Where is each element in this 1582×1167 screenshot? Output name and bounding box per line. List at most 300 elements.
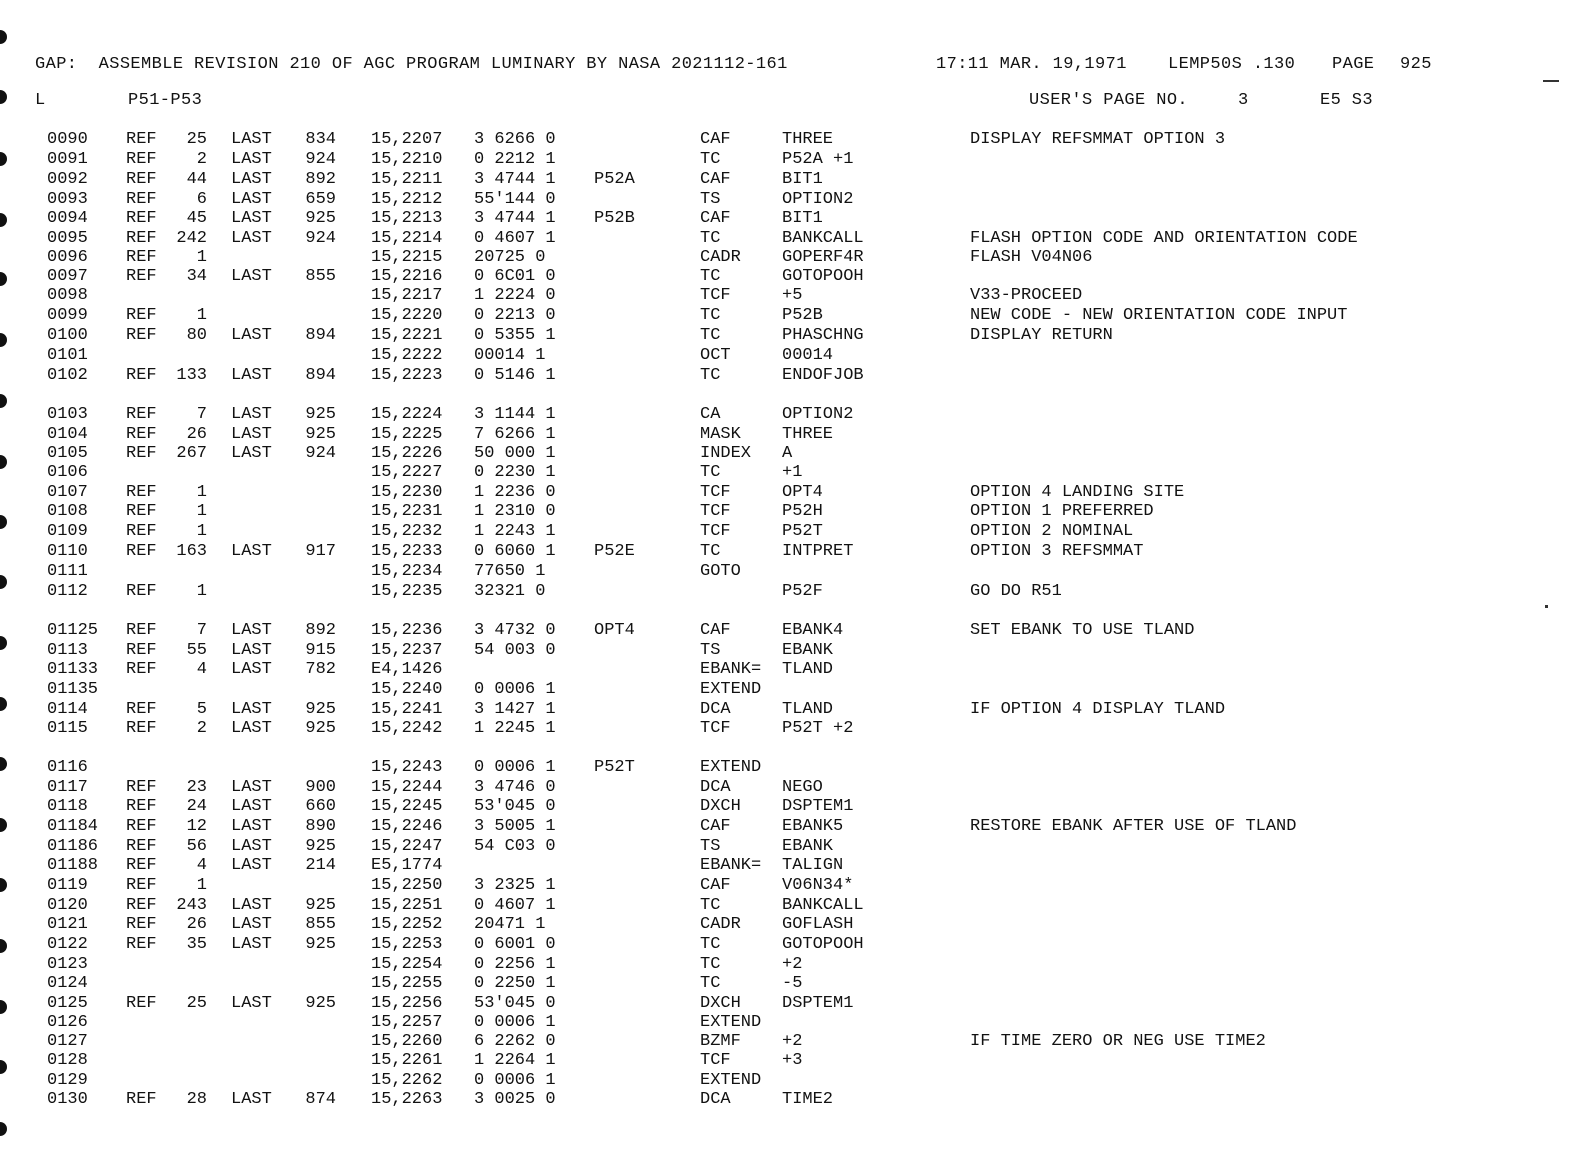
feed-hole	[0, 1122, 7, 1136]
listing-id: LEMP50S .130	[1168, 55, 1296, 74]
ref-count: 6	[196, 190, 207, 209]
opcode: CAF	[700, 817, 731, 836]
comment: RESTORE EBANK AFTER USE OF TLAND	[970, 817, 1297, 836]
operand: TIME2	[782, 1090, 834, 1109]
sequence-number: 0130	[47, 1090, 88, 1109]
address: E5,1774	[371, 856, 443, 875]
ref-count: 45	[186, 209, 207, 228]
last-page: 925	[305, 994, 336, 1013]
page-label: PAGE	[1332, 55, 1375, 74]
listing-row	[0, 267, 1582, 287]
address: 15,2230	[371, 483, 443, 502]
last-keyword: LAST	[231, 267, 272, 286]
listing-row	[0, 778, 1582, 798]
last-page: 925	[305, 935, 336, 954]
listing-row	[0, 680, 1582, 700]
opcode: TC	[700, 974, 721, 993]
object-code: 1 2310 0	[474, 502, 556, 521]
sequence-number: 01186	[47, 837, 99, 856]
listing-row	[0, 248, 1582, 268]
operand: P52T +2	[782, 719, 854, 738]
listing-row	[0, 896, 1582, 916]
listing-row	[0, 856, 1582, 876]
last-keyword: LAST	[231, 660, 272, 679]
object-code: 3 6266 0	[474, 130, 556, 149]
ref-count: 133	[176, 366, 207, 385]
operand: GOFLASH	[782, 915, 854, 934]
sequence-number: 0096	[47, 248, 88, 267]
subheader-line	[0, 91, 1374, 111]
sequence-number: 0091	[47, 150, 88, 169]
address: 15,2231	[371, 502, 443, 521]
operand: GOTOPOOH	[782, 935, 864, 954]
ref-keyword: REF	[126, 915, 157, 934]
ref-keyword: REF	[126, 248, 157, 267]
last-keyword: LAST	[231, 326, 272, 345]
opcode: OCT	[700, 346, 731, 365]
last-keyword: LAST	[231, 621, 272, 640]
opcode: CAF	[700, 130, 731, 149]
sequence-number: 0110	[47, 542, 88, 561]
object-code: 7 6266 1	[474, 425, 556, 444]
listing-row	[0, 1051, 1582, 1071]
opcode: DCA	[700, 778, 731, 797]
sequence-number: 0116	[47, 758, 88, 777]
last-page: 925	[305, 837, 336, 856]
last-page: 855	[305, 267, 336, 286]
ref-count: 26	[186, 915, 207, 934]
listing-row	[0, 1090, 1582, 1110]
operand: -5	[782, 974, 803, 993]
address: 15,2217	[371, 286, 443, 305]
sequence-number: 0090	[47, 130, 88, 149]
last-page: 894	[305, 366, 336, 385]
listing-row	[0, 817, 1582, 837]
ref-keyword: REF	[126, 130, 157, 149]
object-code: 55'144 0	[474, 190, 556, 209]
object-code: 53'045 0	[474, 797, 556, 816]
ref-count: 7	[196, 621, 207, 640]
last-page: 917	[305, 542, 336, 561]
opcode: TCF	[700, 483, 731, 502]
assembly-title: GAP: ASSEMBLE REVISION 210 OF AGC PROGRAM LUMINARY BY NASA 2021112-161	[35, 55, 788, 74]
opcode: TC	[700, 326, 721, 345]
object-code: 3 4744 1	[474, 170, 556, 189]
opcode: TC	[700, 955, 721, 974]
last-keyword: LAST	[231, 542, 272, 561]
sequence-number: 0112	[47, 582, 88, 601]
ref-keyword: REF	[126, 267, 157, 286]
ref-keyword: REF	[126, 935, 157, 954]
printer-mark	[1543, 80, 1559, 82]
opcode: TC	[700, 229, 721, 248]
address: 15,2221	[371, 326, 443, 345]
listing-row	[0, 1013, 1582, 1033]
ref-count: 1	[196, 522, 207, 541]
comment: DISPLAY RETURN	[970, 326, 1113, 345]
last-page: 855	[305, 915, 336, 934]
operand: +5	[782, 286, 803, 305]
object-code: 0 2230 1	[474, 463, 556, 482]
last-keyword: LAST	[231, 994, 272, 1013]
address: 15,2215	[371, 248, 443, 267]
address: 15,2260	[371, 1032, 443, 1051]
listing-row	[0, 641, 1582, 661]
address: 15,2262	[371, 1071, 443, 1090]
ref-count: 1	[196, 582, 207, 601]
opcode: CAF	[700, 621, 731, 640]
last-keyword: LAST	[231, 856, 272, 875]
listing-row	[0, 209, 1582, 229]
symbol-label: P52E	[594, 542, 635, 561]
operand: P52H	[782, 502, 823, 521]
object-code: 0 0006 1	[474, 680, 556, 699]
operand: P52B	[782, 306, 823, 325]
opcode: EXTEND	[700, 1071, 762, 1090]
listing-row	[0, 502, 1582, 522]
opcode: TC	[700, 306, 721, 325]
listing-row	[0, 463, 1582, 483]
last-keyword: LAST	[231, 817, 272, 836]
symbol-label: P52B	[594, 209, 635, 228]
opcode: TC	[700, 150, 721, 169]
operand: P52F	[782, 582, 823, 601]
ref-count: 2	[196, 719, 207, 738]
listing-row	[0, 1032, 1582, 1052]
operand: BANKCALL	[782, 229, 864, 248]
comment: NEW CODE - NEW ORIENTATION CODE INPUT	[970, 306, 1348, 325]
last-keyword: LAST	[231, 130, 272, 149]
sequence-number: 0118	[47, 797, 88, 816]
last-keyword: LAST	[231, 700, 272, 719]
ref-keyword: REF	[126, 719, 157, 738]
sequence-number: 01184	[47, 817, 99, 836]
address: 15,2245	[371, 797, 443, 816]
sequence-number: 0119	[47, 876, 88, 895]
operand: TALIGN	[782, 856, 844, 875]
ref-keyword: REF	[126, 170, 157, 189]
operand: GOPERF4R	[782, 248, 864, 267]
last-keyword: LAST	[231, 915, 272, 934]
last-keyword: LAST	[231, 170, 272, 189]
ref-keyword: REF	[126, 483, 157, 502]
opcode: EXTEND	[700, 680, 762, 699]
sequence-number: 0107	[47, 483, 88, 502]
object-code: 3 4732 0	[474, 621, 556, 640]
ref-count: 242	[176, 229, 207, 248]
sequence-number: 01188	[47, 856, 99, 875]
listing-row	[0, 915, 1582, 935]
object-code: 0 2212 1	[474, 150, 556, 169]
last-keyword: LAST	[231, 778, 272, 797]
sequence-number: 0129	[47, 1071, 88, 1090]
address: 15,2247	[371, 837, 443, 856]
address: 15,2252	[371, 915, 443, 934]
operand: P52T	[782, 522, 823, 541]
last-keyword: LAST	[231, 797, 272, 816]
sequence-number: 0098	[47, 286, 88, 305]
listing-row	[0, 562, 1582, 582]
comment: OPTION 4 LANDING SITE	[970, 483, 1185, 502]
ref-keyword: REF	[126, 306, 157, 325]
ref-count: 1	[196, 248, 207, 267]
comment: GO DO R51	[970, 582, 1062, 601]
last-keyword: LAST	[231, 190, 272, 209]
opcode: TC	[700, 896, 721, 915]
address: 15,2237	[371, 641, 443, 660]
address: 15,2251	[371, 896, 443, 915]
ref-count: 28	[186, 1090, 207, 1109]
sequence-number: 0113	[47, 641, 88, 660]
opcode: TC	[700, 267, 721, 286]
listing-row	[0, 286, 1582, 306]
listing-row	[0, 306, 1582, 326]
sequence-number: 0121	[47, 915, 88, 934]
last-page: 874	[305, 1090, 336, 1109]
object-code: 32321 0	[474, 582, 546, 601]
ref-count: 1	[196, 306, 207, 325]
opcode: MASK	[700, 425, 741, 444]
operand: OPTION2	[782, 405, 854, 424]
object-code: 0 2213 0	[474, 306, 556, 325]
ref-count: 163	[176, 542, 207, 561]
object-code: 0 4607 1	[474, 229, 556, 248]
sequence-number: 0124	[47, 974, 88, 993]
opcode: DXCH	[700, 994, 741, 1013]
ref-keyword: REF	[126, 817, 157, 836]
last-page: 890	[305, 817, 336, 836]
operand: THREE	[782, 130, 834, 149]
sequence-number: 0117	[47, 778, 88, 797]
ref-keyword: REF	[126, 522, 157, 541]
listing-row	[0, 483, 1582, 503]
sequence-number: 0123	[47, 955, 88, 974]
operand: GOTOPOOH	[782, 267, 864, 286]
ref-keyword: REF	[126, 502, 157, 521]
listing-row	[0, 876, 1582, 896]
last-page: 782	[305, 660, 336, 679]
address: 15,2233	[371, 542, 443, 561]
operand: +1	[782, 463, 803, 482]
sequence-number: 0099	[47, 306, 88, 325]
address: 15,2214	[371, 229, 443, 248]
object-code: 20471 1	[474, 915, 546, 934]
object-code: 3 1144 1	[474, 405, 556, 424]
last-page: 915	[305, 641, 336, 660]
sequence-number: 01133	[47, 660, 99, 679]
listing-row	[0, 346, 1582, 366]
ref-count: 7	[196, 405, 207, 424]
listing-row	[0, 130, 1582, 150]
opcode: CA	[700, 405, 721, 424]
listing-row	[0, 758, 1582, 778]
opcode: TS	[700, 190, 721, 209]
operand: EBANK	[782, 837, 834, 856]
opcode: TCF	[700, 719, 731, 738]
listing-row	[0, 994, 1582, 1014]
opcode: TC	[700, 366, 721, 385]
last-page: 900	[305, 778, 336, 797]
address: 15,2255	[371, 974, 443, 993]
ref-keyword: REF	[126, 994, 157, 1013]
sequence-number: 0111	[47, 562, 88, 581]
bank-label: E5 S3	[1320, 91, 1374, 110]
object-code: 0 0006 1	[474, 758, 556, 777]
object-code: 0 5355 1	[474, 326, 556, 345]
last-keyword: LAST	[231, 641, 272, 660]
ref-count: 1	[196, 502, 207, 521]
last-keyword: LAST	[231, 719, 272, 738]
sequence-number: 0104	[47, 425, 88, 444]
last-keyword: LAST	[231, 896, 272, 915]
address: 15,2244	[371, 778, 443, 797]
object-code: 3 0025 0	[474, 1090, 556, 1109]
ref-keyword: REF	[126, 1090, 157, 1109]
comment: OPTION 3 REFSMMAT	[970, 542, 1144, 561]
ref-keyword: REF	[126, 366, 157, 385]
address: 15,2222	[371, 346, 443, 365]
comment: FLASH V04N06	[970, 248, 1093, 267]
opcode: INDEX	[700, 444, 752, 463]
sequence-number: 0109	[47, 522, 88, 541]
ref-keyword: REF	[126, 876, 157, 895]
listing-row	[0, 405, 1582, 425]
object-code: 1 2236 0	[474, 483, 556, 502]
printer-mark	[1545, 605, 1548, 608]
sequence-number: 0103	[47, 405, 88, 424]
last-keyword: LAST	[231, 366, 272, 385]
symbol-label: P52T	[594, 758, 635, 777]
ref-count: 34	[186, 267, 207, 286]
last-keyword: LAST	[231, 229, 272, 248]
listing-row	[0, 170, 1582, 190]
opcode: TC	[700, 542, 721, 561]
address: 15,2207	[371, 130, 443, 149]
address: 15,2257	[371, 1013, 443, 1032]
address: 15,2243	[371, 758, 443, 777]
operand: TLAND	[782, 660, 834, 679]
object-code: 0 0006 1	[474, 1071, 556, 1090]
listing-row	[0, 229, 1582, 249]
object-code: 54 C03 0	[474, 837, 556, 856]
address: 15,2234	[371, 562, 443, 581]
opcode: EXTEND	[700, 1013, 762, 1032]
object-code: 3 1427 1	[474, 700, 556, 719]
object-code: 3 2325 1	[474, 876, 556, 895]
operand: BIT1	[782, 170, 823, 189]
ref-count: 44	[186, 170, 207, 189]
last-page: 925	[305, 719, 336, 738]
ref-keyword: REF	[126, 209, 157, 228]
address: 15,2225	[371, 425, 443, 444]
ref-count: 4	[196, 856, 207, 875]
listing-row	[0, 660, 1582, 680]
comment: IF OPTION 4 DISPLAY TLAND	[970, 700, 1226, 719]
listing-row	[0, 621, 1582, 641]
listing-row	[0, 700, 1582, 720]
opcode: TCF	[700, 522, 731, 541]
ref-count: 80	[186, 326, 207, 345]
object-code: 20725 0	[474, 248, 546, 267]
last-page: 894	[305, 326, 336, 345]
ref-count: 55	[186, 641, 207, 660]
address: 15,2242	[371, 719, 443, 738]
address: 15,2213	[371, 209, 443, 228]
ref-keyword: REF	[126, 797, 157, 816]
opcode: TCF	[700, 1051, 731, 1070]
opcode: DCA	[700, 700, 731, 719]
ref-count: 4	[196, 660, 207, 679]
last-page: 925	[305, 896, 336, 915]
ref-keyword: REF	[126, 405, 157, 424]
last-page: 925	[305, 209, 336, 228]
sequence-number: 0128	[47, 1051, 88, 1070]
listing-row	[0, 719, 1582, 739]
operand: ENDOFJOB	[782, 366, 864, 385]
ref-keyword: REF	[126, 778, 157, 797]
ref-keyword: REF	[126, 150, 157, 169]
sequence-number: 0115	[47, 719, 88, 738]
address: 15,2263	[371, 1090, 443, 1109]
object-code: 77650 1	[474, 562, 546, 581]
ref-keyword: REF	[126, 582, 157, 601]
sequence-number: 0105	[47, 444, 88, 463]
opcode: CAF	[700, 876, 731, 895]
ref-keyword: REF	[126, 425, 157, 444]
ref-keyword: REF	[126, 542, 157, 561]
sequence-number: 0094	[47, 209, 88, 228]
operand: +3	[782, 1051, 803, 1070]
object-code: 0 4607 1	[474, 896, 556, 915]
listing-row	[0, 955, 1582, 975]
object-code: 0 6001 0	[474, 935, 556, 954]
comment: DISPLAY REFSMMAT OPTION 3	[970, 130, 1226, 149]
sequence-number: 0101	[47, 346, 88, 365]
operand: EBANK	[782, 641, 834, 660]
last-page: 925	[305, 700, 336, 719]
comment: IF TIME ZERO OR NEG USE TIME2	[970, 1032, 1266, 1051]
object-code: 0 2256 1	[474, 955, 556, 974]
last-page: 659	[305, 190, 336, 209]
ref-keyword: REF	[126, 444, 157, 463]
opcode: CADR	[700, 915, 741, 934]
ref-count: 243	[176, 896, 207, 915]
ref-count: 24	[186, 797, 207, 816]
opcode: TCF	[700, 502, 731, 521]
object-code: 53'045 0	[474, 994, 556, 1013]
listing-row	[0, 425, 1582, 445]
ref-keyword: REF	[126, 326, 157, 345]
address: 15,2212	[371, 190, 443, 209]
last-page: 925	[305, 405, 336, 424]
last-page: 924	[305, 150, 336, 169]
opcode: CAF	[700, 170, 731, 189]
last-page: 924	[305, 229, 336, 248]
listing-row	[0, 444, 1582, 464]
sequence-number: 0126	[47, 1013, 88, 1032]
operand: NEGO	[782, 778, 823, 797]
object-code: 1 2245 1	[474, 719, 556, 738]
address: 15,2253	[371, 935, 443, 954]
last-keyword: LAST	[231, 209, 272, 228]
sequence-number: 0114	[47, 700, 88, 719]
operand: EBANK5	[782, 817, 844, 836]
operand: V06N34*	[782, 876, 854, 895]
sequence-number: 0092	[47, 170, 88, 189]
address: 15,2224	[371, 405, 443, 424]
opcode: CADR	[700, 248, 741, 267]
listing-row	[0, 1071, 1582, 1091]
